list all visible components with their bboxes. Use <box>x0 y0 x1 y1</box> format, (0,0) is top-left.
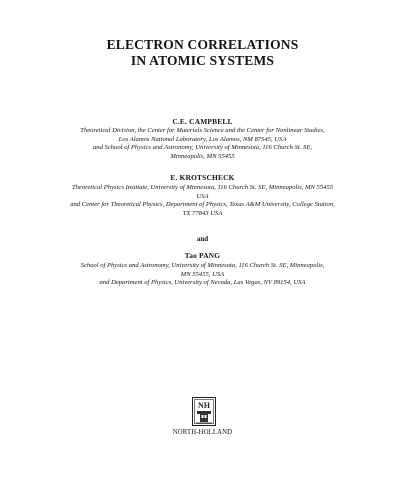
affiliation-line: Los Alamos National Laboratory, Los Alamos, NM 87545, USA <box>118 135 287 143</box>
affiliation-line: Minneapolis, MN 55455 <box>170 152 235 160</box>
author-name-2: E. KROTSCHECK <box>170 173 235 182</box>
book-title-line-2: IN ATOMIC SYSTEMS <box>130 53 275 68</box>
affiliation-line: MN 55455, USA <box>180 270 225 278</box>
conjunction-and: and <box>196 235 209 243</box>
author-name-1: C.E. CAMPBELL <box>172 117 233 126</box>
logo-lettering: NH <box>198 401 210 410</box>
affiliation-line: and School of Physics and Astronomy, University of Minnesota, 116 Church St. SE, <box>92 144 313 152</box>
author-affiliation-2 <box>60 184 345 218</box>
publisher-name: NORTH-HOLLAND <box>172 429 233 436</box>
affiliation-line: USA <box>196 192 209 200</box>
affiliation-line: Theoretical Division, the Center for Materials Science and the Center for Nonlinear Studies, <box>80 127 325 134</box>
affiliation-line: TX 77843 USA <box>182 209 223 217</box>
north-holland-logo-icon <box>192 397 216 426</box>
book-title-line-1: ELECTRON CORRELATIONS <box>106 37 299 52</box>
author-affiliation-3 <box>60 262 345 288</box>
affiliation-line: School of Physics and Astronomy, University of Minnesota, 116 Church St. SE, Minneapolis, <box>80 262 325 269</box>
author-affiliation-1 <box>60 127 345 161</box>
affiliation-line: and Department of Physics, University of Nevada, Las Vegas, NV 89154, USA <box>99 279 306 287</box>
author-name-3: Tao PANG <box>184 251 221 260</box>
affiliation-line: and Center for Theoretical Physics, Department of Physics, Texas A&M University, College Station, <box>70 201 335 209</box>
affiliation-line: Theoretical Physics Institute, University of Minnesota, 116 Church St. SE, Minneapolis, MN 55455 <box>71 184 334 191</box>
